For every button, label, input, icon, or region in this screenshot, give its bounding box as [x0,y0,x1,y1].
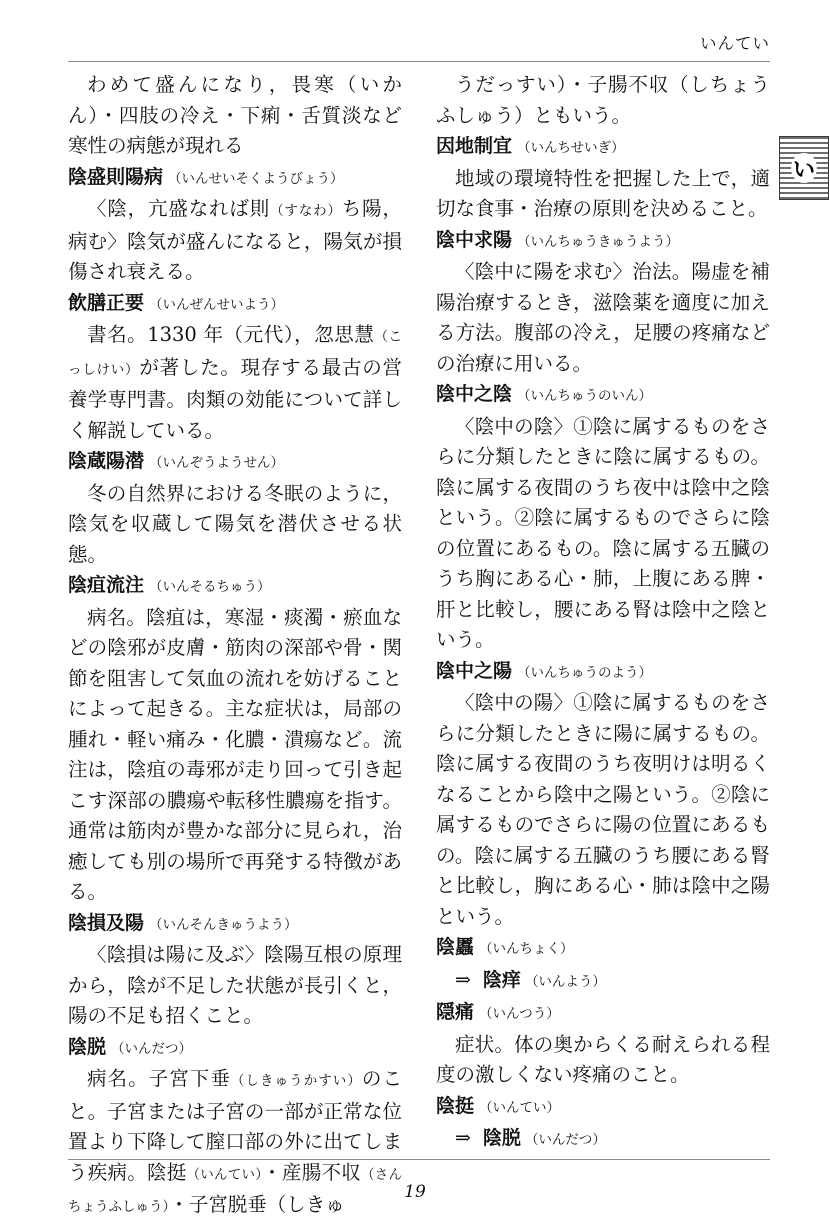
headword-line [68,1032,402,1065]
headword-line [68,908,402,941]
cross-reference-target[interactable]: 陰痒 [482,968,521,991]
inline-reading: （しきゅうかすい） [230,1073,362,1089]
headword-line [68,288,402,321]
running-head: いんてい [700,34,770,53]
headword-reading: （いんちゅうのよう） [517,664,653,681]
headword-reading: （いんちゅうきゅうよう） [517,233,680,250]
dictionary-entry [68,162,402,288]
headword-line [436,656,770,689]
entry-definition: 〈陰中の陽〉①陰に属するものをさらに分類したときに陽に属するもの。陰に属する夜間のうち夜明けは明るくなることから陰中之陽という。②陰に属するものでさらに陽の位置にあるもの。陰に属する五臓のうち腰にある腎と比較し，胸にある心・肺は陰中之陽という。 [436,691,770,928]
headword-reading: （いんぜんせいよう） [149,296,285,313]
inline-reading: （しちょうふしゅう） [436,73,770,127]
headword-line [436,932,770,965]
headword[interactable]: 陰盛則陽病 [68,165,164,188]
headword[interactable]: 陰脱 [68,1035,107,1058]
page-number: 19 [404,1182,426,1202]
footer-rule [68,1159,770,1160]
headword-reading: （いんちゅうのいん） [517,388,653,404]
headword-line [68,570,402,603]
headword-line [436,225,770,258]
headword-line [436,131,770,164]
cross-reference [436,1123,770,1156]
cross-reference [436,965,770,998]
entry-definition: 地域の環境特性を把握した上で，適切な食事・治療の原則を決めること。 [436,166,770,220]
headword-reading: （いんそんきゅうよう） [149,916,298,933]
headword-reading: （いんぞうようせん） [149,455,285,471]
headword-reading: （いんせいそくようびょう） [168,170,344,187]
headword[interactable]: 陰中之陽 [436,659,513,682]
headword-reading: （いんてい） [479,1099,561,1116]
entry-definition: 〈陰損は陽に及ぶ〉陰陽互根の原理から，陰が不足した状態が長引くと，陽の不足も招くこと。 [68,943,402,1027]
runover-paragraph: うだっすい）・子腸不収（しちょうふしゅう）ともいう。 [436,73,770,127]
inline-reading: （いかん） [68,73,402,127]
headword-reading: （いんつう） [479,1006,560,1022]
dictionary-entry [68,570,402,908]
entry-definition: 症状。体の奥からくる耐えられる程度の激しくない疼痛のこと。 [436,1032,770,1086]
thumb-index-tab [779,136,829,200]
dictionary-entry [436,131,770,225]
headword-reading: （いんちょく） [479,941,574,957]
right-column [436,70,770,1149]
headword-line [68,162,402,195]
headword[interactable]: 陰中之陰 [436,383,513,405]
dictionary-entry [436,997,770,1091]
inline-reading: （いんてい） [186,1166,263,1183]
dictionary-entry [68,446,402,570]
headword[interactable]: 陰疽流注 [68,574,145,596]
inline-reading: （すなわ） [270,203,342,219]
headword[interactable]: 陰損及陽 [68,911,145,934]
entry-definition: 〈陰中に陽を求む〉治法。陽虚を補陽治療するとき，滋陰薬を適度に加える方法。腹部の冷え，足腰の疼痛などの治療に用いる。 [436,260,770,375]
headword[interactable]: 飲膳正要 [68,291,145,314]
entry-definition: 病名。子宮下垂（しきゅうかすい）のこと。子宮または子宮の一部が正常な位置より下降して膣口部の外に出てしまう疾病。陰挺（いんてい）・産腸不収（さんちょうふしゅう）・子宮脱垂（しきゅ [68,1067,402,1216]
headword[interactable]: 隠痛 [436,1001,475,1023]
entry-definition: 書名。1330 年（元代），忽思慧（こっしけい）が著した。現存する最古の営養学専門書。肉類の効能について詳しく解説している。 [68,323,403,442]
headword-reading: （いんそるちゅう） [149,579,271,595]
headword-line [436,1091,770,1124]
headword[interactable]: 陰䘌 [436,936,475,958]
entry-definition: 冬の自然界における冬眠のように，陰気を収蔵して陽気を潜伏させる状態。 [68,481,402,566]
dictionary-entry [436,379,770,656]
entry-definition: 病名。陰疽は，寒湿・痰濁・瘀血などの陰邪が皮膚・筋肉の深部や骨・関節を阻害して気血の流れを妨げることによって起きる。主な症状は，局部の腫れ・軽い痛み・化膿・潰瘍など。流注は，陰疽の毒邪が走り回って引き起こす深部の膿瘍や転移性膿瘍を指す。通常は筋肉が豊かな部分に見られ，治癒しても別の場所で再発する特徴がある。 [68,605,402,903]
arrow-icon: ⇒ [455,968,471,991]
header-rule [68,61,770,62]
thumb-index-letter: い [780,137,828,199]
headword-line [436,997,770,1030]
entry-definition: 〈陰，亢盛なれば則（すなわ）ち陽，病む〉陰気が盛んになると，陽気が損傷され衰える。 [68,197,402,283]
headword-reading: （いんだつ） [111,1040,193,1057]
headword[interactable]: 陰中求陽 [436,228,513,251]
dictionary-entry [436,1091,770,1156]
dictionary-entry [68,288,402,447]
runover-paragraph: わめて盛んになり，畏寒（いかん）・四肢の冷え・下痢・舌質淡など寒性の病態が現れる [68,73,402,157]
headword[interactable]: 陰蔵陽潜 [68,450,145,472]
headword-line [68,446,402,479]
headword-reading: （いんちせいぎ） [517,140,625,156]
arrow-icon: ⇒ [455,1127,471,1149]
headword-line [436,379,770,412]
cross-reference-target[interactable]: 陰脱 [482,1127,521,1149]
cross-reference-reading: （いんよう） [524,973,606,990]
left-column [68,70,403,1216]
headword[interactable]: 陰挺 [436,1094,475,1117]
entry-definition: 〈陰中の陰〉①陰に属するものをさらに分類したときに陰に属するもの。陰に属する夜間のうち夜中は陰中之陰という。②陰に属するものでさらに陰の位置にあるもの。陰に属する五臓のうち胸にある心・肺，上腹にある脾・肝と比較し，腰にある腎は陰中之陰という。 [436,414,770,651]
cross-reference-reading: （いんだつ） [524,1132,606,1148]
headword[interactable]: 因地制宜 [436,135,513,157]
inline-reading: （さんちょうふしゅう） [68,1166,402,1215]
dictionary-entry [68,908,402,1032]
dictionary-entry [436,932,770,997]
inline-reading: （こっしけい） [68,329,403,378]
dictionary-entry [436,656,770,933]
dictionary-entry [436,225,770,380]
